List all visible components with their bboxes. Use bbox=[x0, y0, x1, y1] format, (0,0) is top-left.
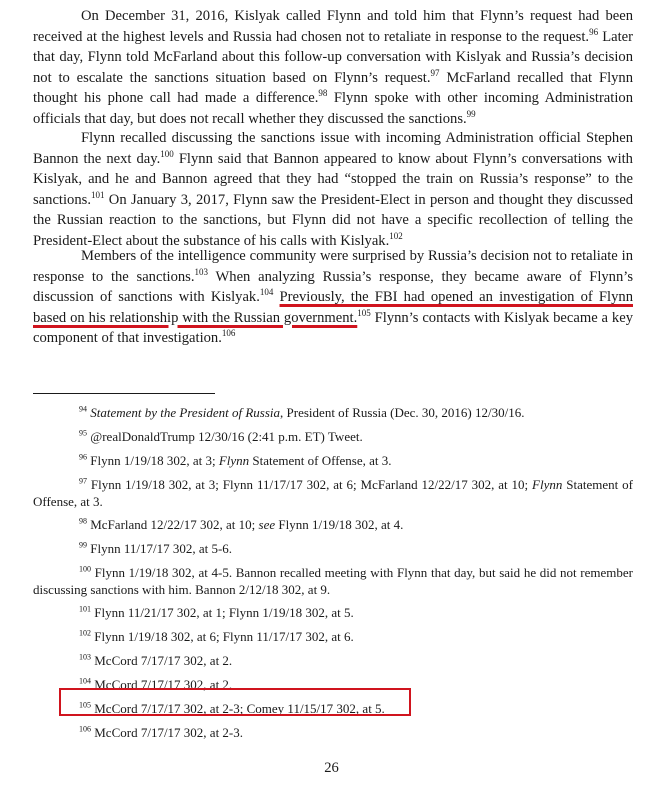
text-run: Flynn 1/19/18 302, at 4. bbox=[275, 517, 404, 532]
footnote-number: 95 bbox=[79, 428, 87, 438]
text-run: Statement of Offense, at 3. bbox=[33, 477, 633, 509]
italic-text: Flynn bbox=[218, 453, 250, 468]
footnote-97 bbox=[33, 476, 633, 510]
footnote-number: 98 bbox=[79, 516, 87, 526]
footnote-number: 106 bbox=[79, 724, 91, 734]
text-run: Statement of Offense, at 3. bbox=[249, 453, 392, 468]
footnote-ref: 99 bbox=[466, 108, 476, 119]
text-run: Flynn 11/21/17 302, at 1; Flynn 1/19/18 302, at 5. bbox=[94, 605, 354, 620]
text-run: Flynn 1/19/18 302, at 6; Flynn 11/17/17 302, at 6. bbox=[94, 629, 354, 644]
footnote-ref: 105 bbox=[357, 307, 371, 318]
text-run: @realDonaldTrump 12/30/16 (2:41 p.m. ET) Tweet. bbox=[90, 429, 363, 444]
footnote-101 bbox=[33, 604, 633, 621]
body-paragraph-3 bbox=[33, 246, 633, 349]
text-run: Members of the intelligence community were surprised by Russia’s decision not to retaliate in response to the sanctions. bbox=[33, 248, 633, 285]
footnote-ref: 97 bbox=[430, 67, 440, 78]
footnote-105-highlight-box bbox=[59, 688, 411, 716]
text-run: Flynn’s contacts with Kislyak became a key component of that investigation. bbox=[33, 309, 633, 346]
footnote-number: 103 bbox=[79, 652, 91, 662]
footnote-ref: 102 bbox=[389, 230, 403, 241]
footnote-102 bbox=[33, 628, 633, 645]
body-paragraph-1 bbox=[33, 6, 633, 129]
footnote-106 bbox=[33, 724, 633, 741]
highlighted-text: Previously, the FBI had opened an investigation of Flynn based on his relationship with the Russian government. bbox=[33, 289, 633, 326]
footnote-number: 100 bbox=[79, 564, 91, 574]
text-run: McFarland recalled that Flynn thought his phone call had made a difference. bbox=[33, 69, 634, 106]
text-run: Flynn 11/17/17 302, at 5-6. bbox=[90, 541, 233, 556]
text-run: On January 3, 2017, Flynn saw the President-Elect in person and thought they discussed the Russian reaction to the sanctions, but Flynn did not have a specific recollection of telling the President-Elect about the substance of his calls with Kislyak. bbox=[33, 191, 633, 249]
italic-text: Statement by the President of Russia bbox=[90, 405, 281, 420]
text-run: McFarland 12/22/17 302, at 10; bbox=[90, 517, 259, 532]
footnote-number: 105 bbox=[79, 700, 91, 710]
footnote-94 bbox=[33, 404, 633, 421]
footnote-number: 96 bbox=[79, 452, 87, 462]
text-run: McCord 7/17/17 302, at 2. bbox=[94, 653, 233, 668]
text-run: Flynn recalled discussing the sanctions issue with incoming Administration official Stephen Bannon the next day. bbox=[33, 130, 633, 167]
footnote-103 bbox=[33, 652, 633, 669]
footnote-ref: 98 bbox=[318, 88, 328, 99]
text-run: Flynn spoke with other incoming Administration officials that day, but does not recall whether they discussed the sanctions. bbox=[33, 90, 633, 127]
text-run: McCord 7/17/17 302, at 2-3. bbox=[94, 725, 244, 740]
italic-text: Flynn bbox=[532, 477, 563, 492]
footnote-99 bbox=[33, 540, 633, 557]
body-paragraph-2 bbox=[33, 128, 633, 251]
footnote-number: 94 bbox=[79, 404, 87, 414]
footnote-number: 102 bbox=[79, 628, 91, 638]
text-run: Flynn 1/19/18 302, at 4-5. Bannon recalled meeting with Flynn that day, but said he did not remember discussing sanctions with him. Bannon 2/12/18 302, at 9. bbox=[33, 565, 634, 597]
text-run: , President of Russia (Dec. 30, 2016) 12/30/16. bbox=[280, 405, 525, 420]
footnote-95 bbox=[33, 428, 633, 445]
footnote-number: 101 bbox=[79, 604, 91, 614]
text-run: Flynn 1/19/18 302, at 3; Flynn 11/17/17 302, at 6; McFarland 12/22/17 302, at 10; bbox=[90, 477, 533, 492]
text-run: Flynn said that Bannon appeared to know about Flynn’s conversations with Kislyak, and he and Bannon agreed that they had “stopped the train on Russia’s response” to the sanctions. bbox=[33, 150, 633, 208]
text-run: McCord 7/17/17 302, at 2-3; Comey 11/15/17 302, at 5. bbox=[94, 701, 385, 716]
footnote-number: 99 bbox=[79, 540, 87, 550]
footnote-ref: 106 bbox=[221, 328, 236, 339]
footnote-ref: 103 bbox=[194, 266, 208, 277]
text-run: Flynn 1/19/18 302, at 3; bbox=[90, 453, 219, 468]
footnote-ref: 101 bbox=[90, 189, 105, 200]
footnote-96 bbox=[33, 452, 633, 469]
footnote-ref: 96 bbox=[589, 26, 599, 37]
footnote-number: 104 bbox=[79, 676, 91, 686]
italic-text: see bbox=[258, 517, 276, 532]
text-run: When analyzing Russia’s response, they became aware of Flynn’s discussion of sanctions with Kislyak. bbox=[33, 268, 634, 305]
text-run: McCord 7/17/17 302, at 2. bbox=[94, 677, 233, 692]
text-run: On December 31, 2016, Kislyak called Flynn and told him that Flynn’s request had been received at the highest levels and Russia had chosen not to retaliate in response to the request. bbox=[33, 8, 633, 45]
footnote-number: 97 bbox=[79, 476, 87, 486]
text-run: Later that day, Flynn told McFarland about this follow-up conversation with Kislyak and Russia’s decision not to escalate the sanctions situation based on Flynn’s request. bbox=[33, 28, 633, 86]
footnote-ref: 100 bbox=[160, 148, 174, 159]
footnote-98 bbox=[33, 516, 633, 533]
footnote-separator bbox=[33, 393, 215, 394]
footnote-100 bbox=[33, 564, 633, 598]
footnote-ref: 104 bbox=[259, 287, 274, 298]
page-number: 26 bbox=[324, 760, 339, 776]
